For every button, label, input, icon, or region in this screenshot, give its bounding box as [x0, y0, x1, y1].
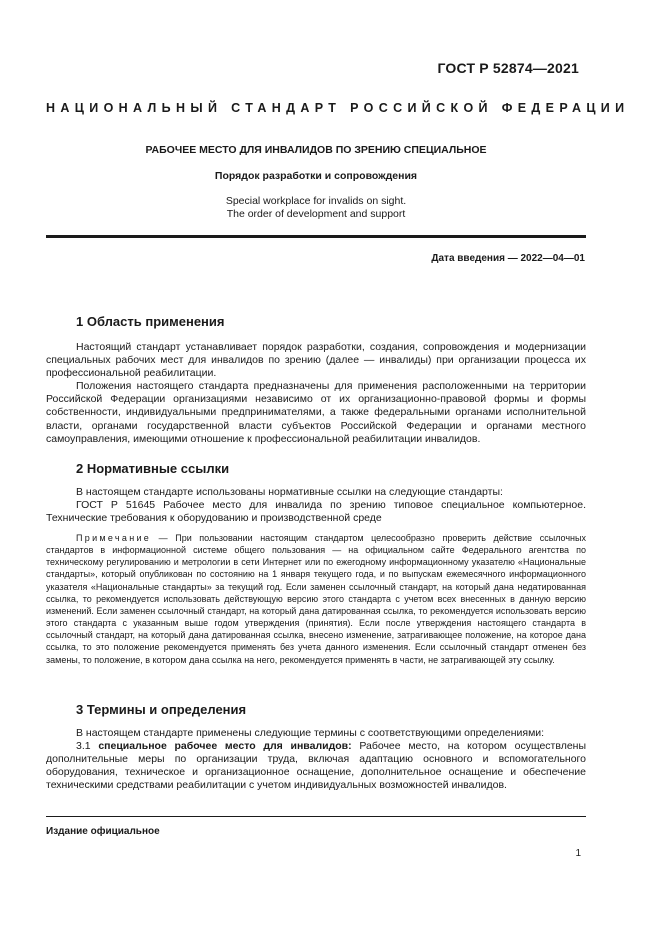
normative-reference: ГОСТ Р 51645 Рабочее место для инвалида по зрению типовое специальное компьютерное. Технические требования к оборудованию и производственной среде: [46, 499, 586, 525]
note-block: [46, 532, 586, 666]
term-name: специальное рабочее место для инвалидов:: [98, 740, 352, 753]
title-divider: [46, 235, 586, 238]
standard-title: РАБОЧЕЕ МЕСТО ДЛЯ ИНВАЛИДОВ ПО ЗРЕНИЮ СПЕЦИАЛЬНОЕ: [145, 144, 487, 156]
section-1-body: [46, 341, 586, 446]
section-2-heading: 2 Нормативные ссылки: [76, 461, 230, 476]
note-label: Примечание: [76, 533, 152, 543]
note-paragraph: [46, 532, 586, 666]
national-standard-title: НАЦИОНАЛЬНЫЙ СТАНДАРТ РОССИЙСКОЙ ФЕДЕРАЦИИ: [46, 101, 630, 115]
section-3-paragraph-1: В настоящем стандарте применены следующие термины с соответствующими определениями:: [76, 727, 545, 739]
english-title-line-2: The order of development and support: [226, 208, 406, 220]
term-number: 3.1: [76, 740, 99, 753]
section-2-paragraph-1: В настоящем стандарте использованы нормативные ссылки на следующие стандарты:: [76, 486, 503, 498]
term-definition-3-1: [46, 740, 586, 792]
english-title-line-1: Special workplace for invalids on sight.: [225, 195, 407, 207]
section-1-paragraph-2: Положения настоящего стандарта предназначены для применения расположенными на территории Российской Федерации организациями независимо от их организационно-правовой формы и формы собственности, индивидуальными предпринимателями, а также федеральными органами исполнительной власти, органами государственной власти субъектов Российской Федерации и органами местного самоуправления, имеющими отношение к профессиональной реабилитации инвалидов.: [46, 380, 586, 445]
section-3-heading: 3 Термины и определения: [76, 702, 247, 717]
introduction-date: Дата введения — 2022—04—01: [431, 253, 585, 264]
official-edition-label: Издание официальное: [46, 826, 160, 837]
section-3-body: [46, 727, 586, 792]
term-definition: Рабочее место, на котором осуществлены дополнительные меры по организации труда, включая адаптацию основного и вспомогательного оборудования, техническое и организационное оснащение, дополнительное оснащение и обеспечение техническими средствами реабилитации с учетом индивидуальных возможностей инвалидов.: [46, 740, 587, 792]
section-1-paragraph-1: Настоящий стандарт устанавливает порядок разработки, создания, сопровождения и модернизации специальных рабочих мест для инвалидов по зрению (далее — инвалиды) при организации процесса их профессиональной реабилитации.: [46, 341, 586, 380]
section-2-body: [46, 486, 586, 525]
note-text: — При пользовании настоящим стандартом целесообразно проверить действие ссылочных стандартов в информационной системе общего пользования — на официальном сайте Федерального агентства по техническому регулированию и метрологии в сети Интернет или по ежегодному информационному указателю «Национальные стандарты», который опубликован по состоянию на 1 января текущего года, и по выпускам ежемесячного информационного указателя «Национальные стандарты» за текущий год. Если заменен ссылочный стандарт, на который дана недатированная ссылка, то рекомендуется использовать действующую версию этого стандарта с учетом всех внесенных в данную версию изменений. Если заменен ссылочный стандарт, на который дана датированная ссылка, то рекомендуется использовать версию этого стандарта с указанным выше годом утверждения (принятия). Если после утверждения настоящего стандарта в ссылочный стандарт, на который дана датированная ссылка, внесено изменение, затрагивающее положение, на которое дана ссылка, то это положение рекомендуется применять без учета данного изменения. Если ссылочный стандарт отменен без замены, то положение, в котором дана ссылка на него, рекомендуется применять в части, не затрагивающей эту ссылку.: [46, 533, 586, 665]
standard-subtitle: Порядок разработки и сопровождения: [214, 170, 418, 182]
english-title: [46, 195, 586, 221]
footer-divider: [46, 816, 586, 817]
page-number: 1: [575, 848, 581, 859]
section-1-heading: 1 Область применения: [76, 314, 225, 329]
document-number: ГОСТ Р 52874—2021: [437, 60, 579, 76]
